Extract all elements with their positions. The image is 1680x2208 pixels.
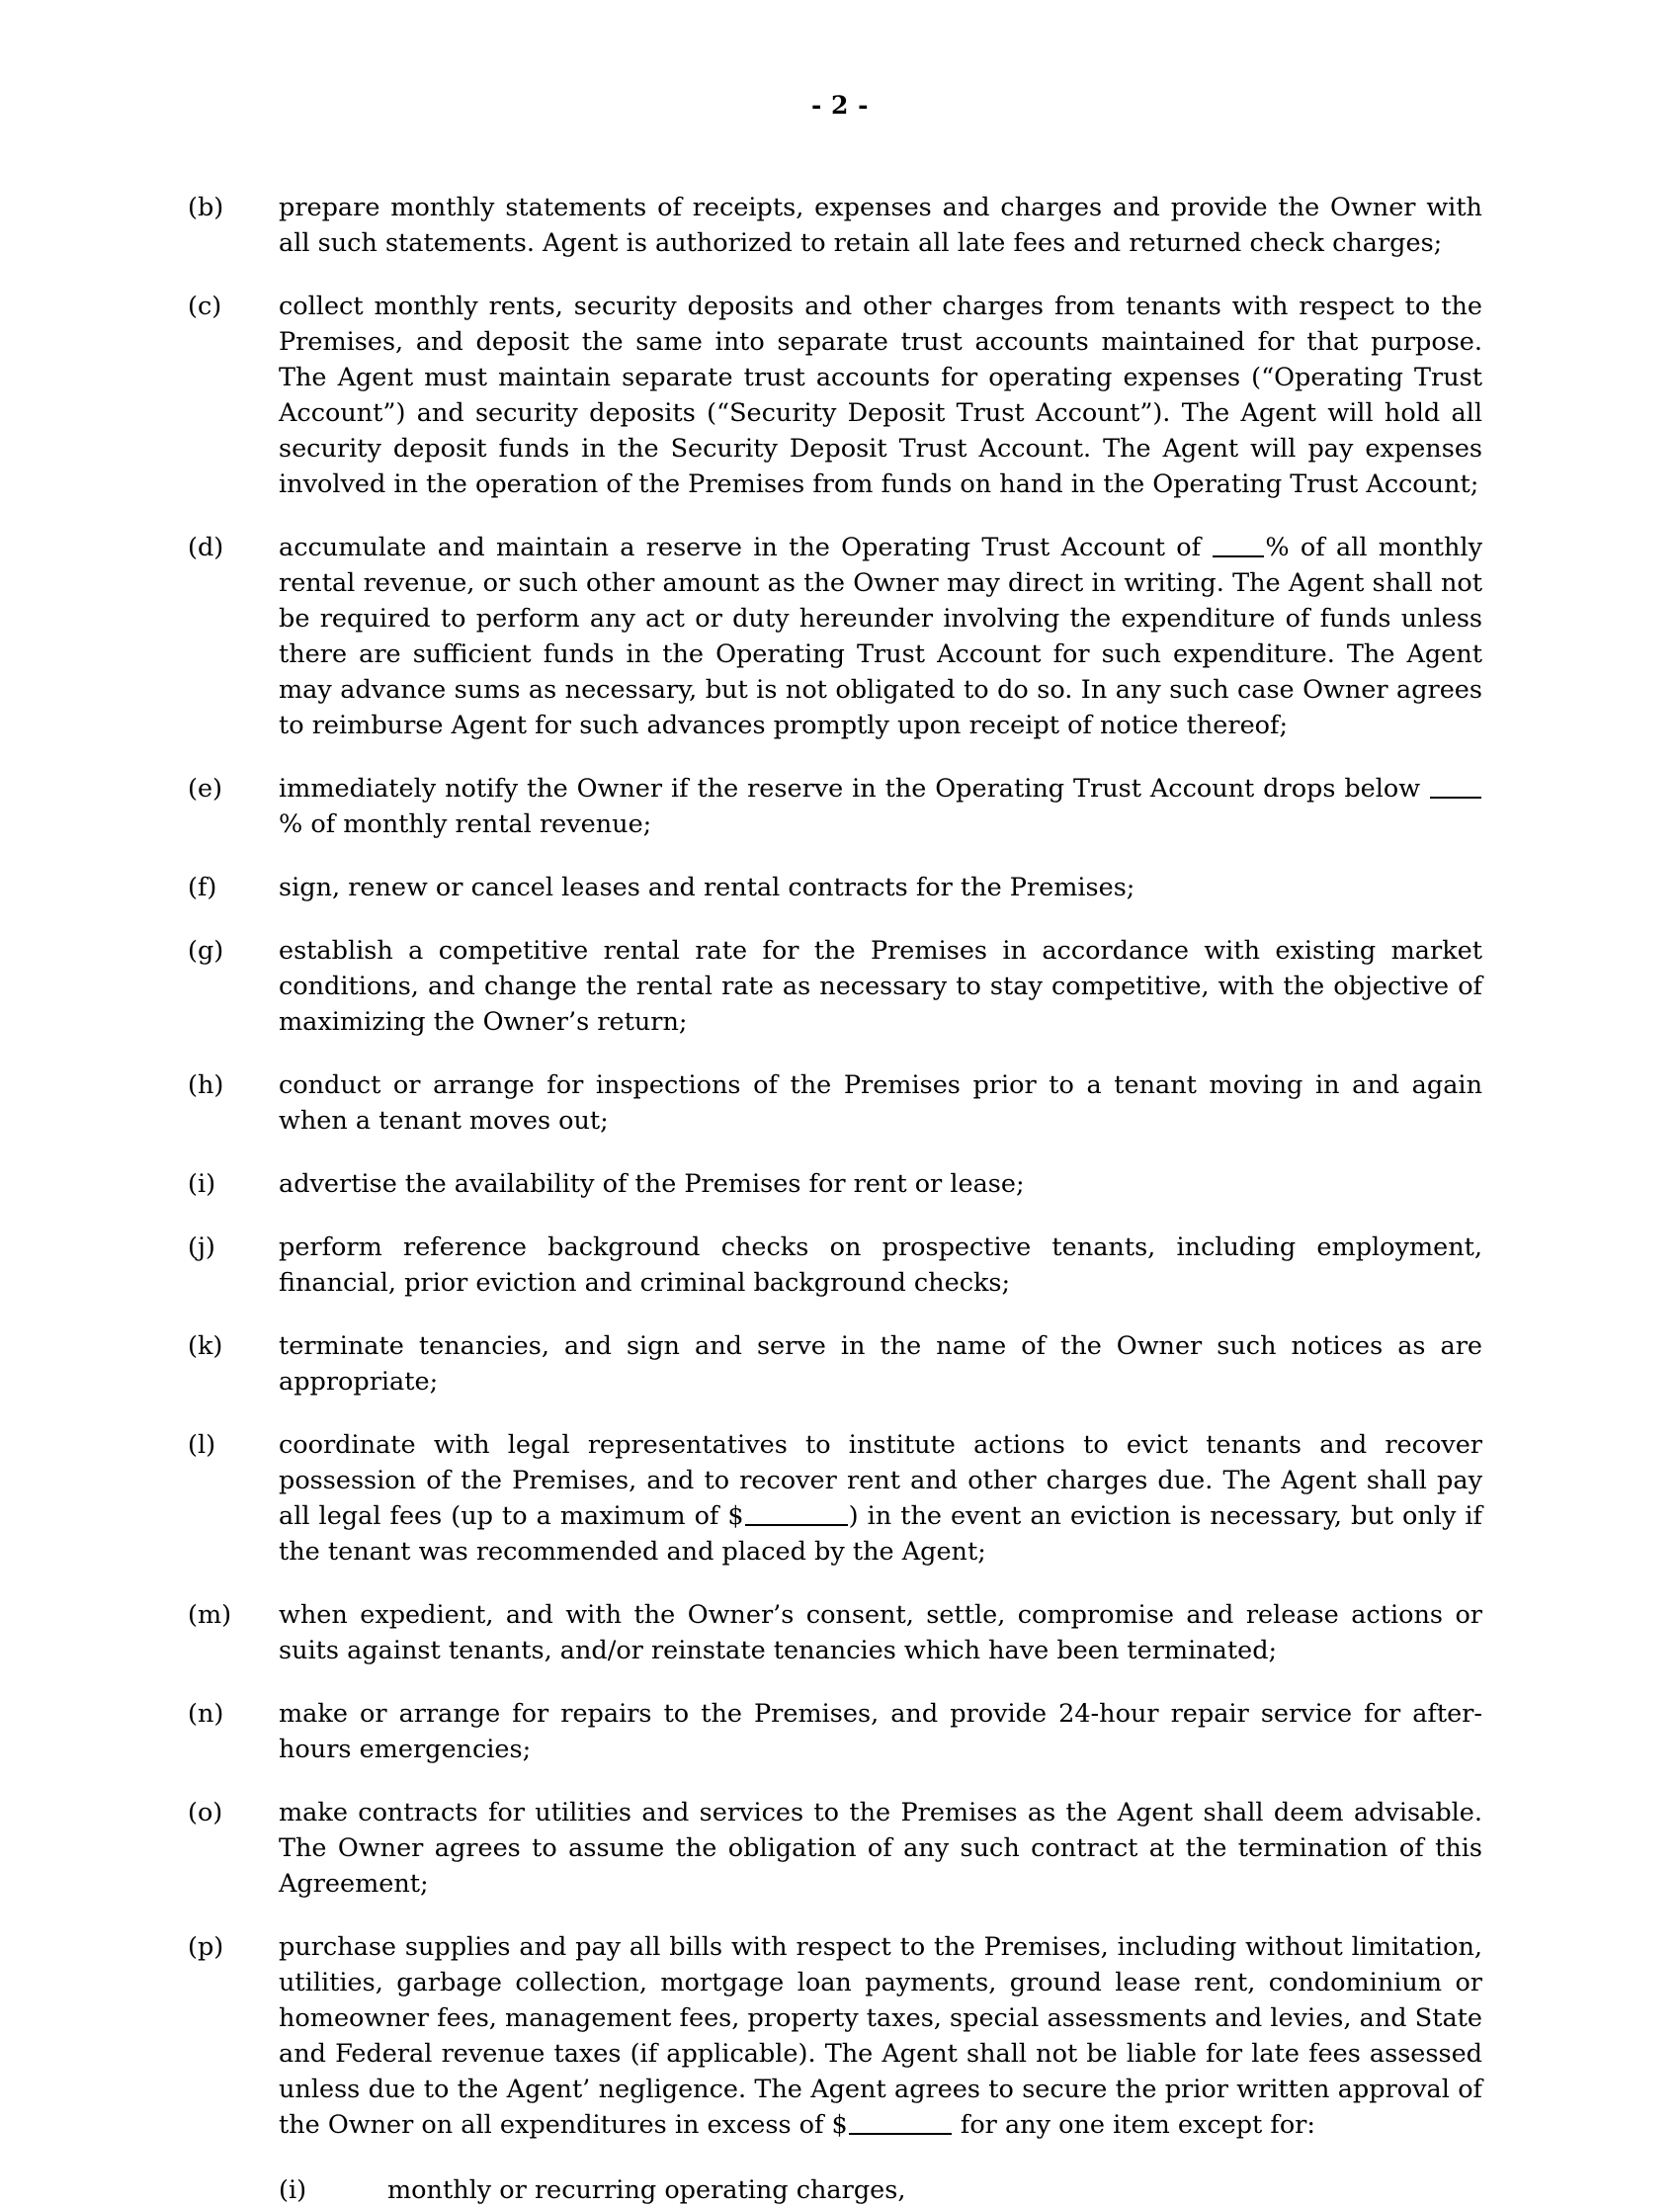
fill-in-blank-amount[interactable]	[745, 1502, 848, 1526]
clause-marker: (k)	[188, 1331, 223, 1361]
clause-marker: (o)	[188, 1798, 223, 1827]
clause-marker: (f)	[188, 873, 217, 902]
clause-item	[188, 1166, 1482, 1202]
clause-item	[188, 190, 1482, 261]
clause-marker: (e)	[188, 774, 222, 804]
clause-text: collect monthly rents, security deposits and other charges from tenants with respect to the Premises, and deposit the same into separate trust accounts maintained for that purpose. The Agent must maintain separate trust accounts for operating expenses (“Operating Trust Account”) and security deposits (“Security Deposit Trust Account”). The Agent will hold all security deposit funds in the Security Deposit Trust Account. The Agent will pay expenses involved in the operation of the Premises from funds on hand in the Operating Trust Account;	[279, 292, 1482, 499]
clause-marker: (c)	[188, 292, 222, 321]
clause-marker: (n)	[188, 1699, 224, 1729]
clause-item	[188, 1597, 1482, 1668]
fill-in-blank-percent[interactable]	[1430, 775, 1481, 799]
clause-marker: (j)	[188, 1232, 215, 1262]
clause-item	[188, 771, 1482, 842]
clause-text-after-blank: % of monthly rental revenue;	[279, 809, 652, 839]
clause-item	[188, 1795, 1482, 1902]
clause-marker: (d)	[188, 533, 224, 562]
clause-text: advertise the availability of the Premises for rent or lease;	[279, 1169, 1025, 1199]
clause-item	[188, 1696, 1482, 1767]
clause-text	[279, 771, 1482, 842]
clause-text: prepare monthly statements of receipts, expenses and charges and provide the Owner with all such statements. Agent is authorized to retain all late fees and returned check charges;	[279, 193, 1482, 258]
clause-item	[188, 1328, 1482, 1400]
clause-text-after-blank: ) in the event an eviction is necessary, but only if the tenant was recommended and placed by the Agent;	[279, 1501, 1482, 1567]
clause-marker: (m)	[188, 1600, 232, 1630]
fill-in-blank-percent[interactable]	[1213, 534, 1264, 557]
clause-item	[188, 1427, 1482, 1570]
clause-text	[279, 1427, 1482, 1570]
clause-text-after-blank: for any one item except for:	[952, 2110, 1315, 2140]
clause-text: when expedient, and with the Owner’s consent, settle, compromise and release actions or suits against tenants, and/or reinstate tenancies which have been terminated;	[279, 1600, 1482, 1665]
clause-marker: (g)	[188, 936, 224, 966]
clause-item	[188, 1929, 1482, 2143]
clause-text: make contracts for utilities and services to the Premises as the Agent shall deem advisable. The Owner agrees to assume the obligation of any such contract at the termination of this Agreement;	[279, 1798, 1482, 1899]
fill-in-blank-amount[interactable]	[849, 2111, 952, 2135]
clause-item	[188, 530, 1482, 743]
clause-list	[188, 190, 1482, 2208]
clause-item	[188, 1230, 1482, 1301]
clause-text: terminate tenancies, and sign and serve in the name of the Owner such notices as are appropriate;	[279, 1331, 1482, 1397]
clause-text	[279, 530, 1482, 743]
clause-marker: (l)	[188, 1430, 216, 1460]
clause-item	[188, 933, 1482, 1040]
clause-item	[188, 289, 1482, 502]
clause-item	[188, 1067, 1482, 1139]
clause-text: establish a competitive rental rate for the Premises in accordance with existing market conditions, and change the rental rate as necessary to stay competitive, with the objective of maximizing the Owner’s return;	[279, 936, 1482, 1037]
page-number: - 2 -	[810, 91, 870, 120]
sub-clause-text: monthly or recurring operating charges,	[387, 2175, 906, 2205]
clause-text: make or arrange for repairs to the Premises, and provide 24-hour repair service for after-hours emergencies;	[279, 1699, 1482, 1764]
clause-marker: (h)	[188, 1070, 224, 1100]
clause-text-before-blank: purchase supplies and pay all bills with respect to the Premises, including without limitation, utilities, garbage collection, mortgage loan payments, ground lease rent, condominium or homeowner fees, management fees, property taxes, special assessments and levies, and State and Federal revenue taxes (if applicable). The Agent shall not be liable for late fees assessed unless due to the Agent’ negligence. The Agent agrees to secure the prior written approval of the Owner on all expenditures in excess of $	[279, 1932, 1482, 2140]
clause-text: conduct or arrange for inspections of the Premises prior to a tenant moving in and again when a tenant moves out;	[279, 1070, 1482, 1136]
clause-item	[188, 870, 1482, 905]
clause-text-after-blank: % of all monthly rental revenue, or such other amount as the Owner may direct in writing. The Agent shall not be required to perform any act or duty hereunder involving the expenditure of funds unless there are sufficient funds in the Operating Trust Account for such expenditure. The Agent may advance sums as necessary, but is not obligated to do so. In any such case Owner agrees to reimburse Agent for such advances promptly upon receipt of notice thereof;	[279, 533, 1482, 740]
clause-text-before-blank: immediately notify the Owner if the reserve in the Operating Trust Account drops below	[279, 774, 1429, 804]
clause-marker: (b)	[188, 193, 224, 222]
clause-marker: (i)	[188, 1169, 216, 1199]
clause-text: sign, renew or cancel leases and rental contracts for the Premises;	[279, 873, 1135, 902]
clause-text	[279, 1929, 1482, 2143]
sub-clause-marker: (i)	[279, 2175, 307, 2205]
clause-text-before-blank: coordinate with legal representatives to institute actions to evict tenants and recover possession of the Premises, and to recover rent and other charges due. The Agent shall pay all legal fees (up to a maximum of $	[279, 1430, 1482, 1531]
clause-text-before-blank: accumulate and maintain a reserve in the Operating Trust Account of	[279, 533, 1213, 562]
clause-marker: (p)	[188, 1932, 224, 1962]
sub-clause-item	[279, 2172, 1482, 2208]
clause-text: perform reference background checks on prospective tenants, including employment, financial, prior eviction and criminal background checks;	[279, 1232, 1482, 1298]
